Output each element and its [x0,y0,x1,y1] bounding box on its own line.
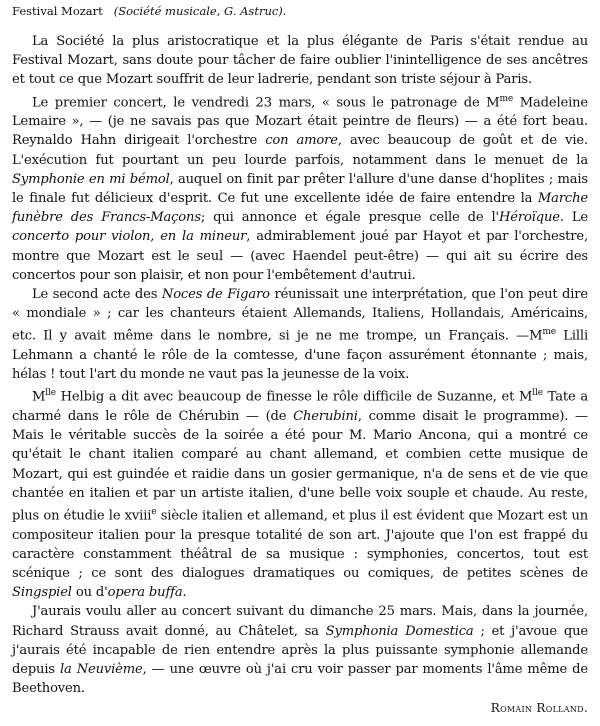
superscript: lle [532,388,543,399]
text-run: , avec beaucoup de goût et de vie. L'exécution fut pourtant un peu lourde parfois, notamment dans le menuet de la [12,133,588,168]
text-run: Le premier concert, le vendredi 23 mars, « sous le patronage de M [32,94,500,110]
superscript: e [151,506,157,517]
text-run: J'aurais voulu aller au concert suivant du dimanche 25 mars. Mais, dans la journée, Richard Strauss avait donné, au Châtelet, sa [12,604,588,639]
paragraph [12,32,588,90]
italic-text: Cherubini [293,408,358,424]
text-run: Lilli Lehmann a chanté le rôle de la comtesse, d'une façon assurément étonnante ; mais, hélas ! tout l'art du monde ne vaut pas la jeunesse de la voix. [12,328,588,383]
text-run: siècle italien et allemand, et plus il est évident que Mozart est un compositeur italien pour la presque totalité de son art. J'ajoute que l'on est frappé du caractère constamment théâtral de sa musique : symphonies, concertos, tout est scénique ; ce sont des dialogues dramatiques ou comiques, de petites scènes de [12,508,589,581]
text-run: Madeleine Lemaire », — (je ne savais pas que Mozart était peintre de fleurs) — a été fort beau. Reynaldo Hahn dirigeait l'orchestre [12,94,589,149]
text-run: ou d' [71,585,108,601]
italic-text: Singspiel [12,585,72,601]
text-run: , — une œuvre où j'ai cru voir passer par moments l'âme même de Beethoven. [12,661,588,697]
italic-text: Symphonie en mi bémol [12,171,170,187]
text-run: , admirablement joué par Hayot et par l'orchestre, montre que Mozart est le seul — (avec Haendel peut-être) — qui ait su écrire des concertos pour son plaisir, et non pour l'embêtement d'autrui. [12,229,588,283]
article-header [12,4,588,18]
text-run: Helbig a dit avec beaucoup de finesse le rôle difficile de Suzanne, et M [55,389,533,405]
italic-text: Marche funèbre des Francs-Maçons [12,190,588,226]
author-signature: Romain Rolland. [490,701,588,716]
text-run: M [32,389,46,405]
paragraph [12,384,588,602]
article-body [12,32,588,698]
italic-text: Héroïque [498,210,560,226]
text-run: ; qui annonce et égale presque celle de l' [200,210,499,226]
header-source: (Société musicale, G. Astruc). [113,4,287,18]
paragraph [12,602,588,698]
text-run: Tate a charmé dans le rôle de Chérubin — (de [12,389,588,424]
article [12,4,588,716]
text-run: , comme disait le programme). — Mais le véritable succès de la soirée a été pour M. Mario Ancona, qui a montré ce qu'était le chant italien comparé au chant allemand, et combien cette musique de Mozart, qui est guindée et raidie dans un gosier germanique, n'a de sens et de vie que chantée en italien et par un artiste italien, d'une belle voix souple et chaude. Au reste, plus on étudie le xviii [12,408,588,524]
text-run: réunissait une interprétation, que l'on peut dire « mondiale » ; car les chanteurs étaient Allemands, Italiens, Hollandais, Américains, etc. Il y avait même dans le nombre, si je ne me trompe, un Français. —M [12,287,589,344]
italic-text: Noces de Figaro [161,287,270,302]
text-run: ; et j'avoue que j'aurais été incapable de rien entendre après la plus puissante symphonie allemande depuis [12,623,589,677]
italic-text: la Neuvième [59,661,143,677]
paragraph [12,285,588,384]
text-run: , auquel on finit par prêter l'allure d'une danse d'hoplites ; mais le finale fut délicieux d'esprit. Ce fut une excellente idée de faire entendre la [12,171,588,206]
text-run: La Société la plus aristocratique et la plus élégante de Paris s'était rendue au Festival Mozart, sans doute pour tâcher de faire oublier l'inintelligence de ses ancêtres et tout ce que Mozart souffrit de leur ladrerie, pendant son triste séjour à Paris. [12,34,588,88]
text-run: . Le [559,210,588,226]
text-run: . [182,585,187,601]
header-title: Festival Mozart [12,4,103,18]
italic-text: Symphonia Domestica [325,623,474,639]
superscript: lle [45,388,56,399]
text-run: Le second acte des [32,287,162,302]
paragraph [12,90,588,285]
italic-text: concerto pour violon, en la mineur [12,229,247,245]
superscript: me [542,327,556,338]
italic-text: opera buffa [107,585,183,601]
italic-text: con amore [265,133,338,149]
superscript: me [499,93,514,104]
